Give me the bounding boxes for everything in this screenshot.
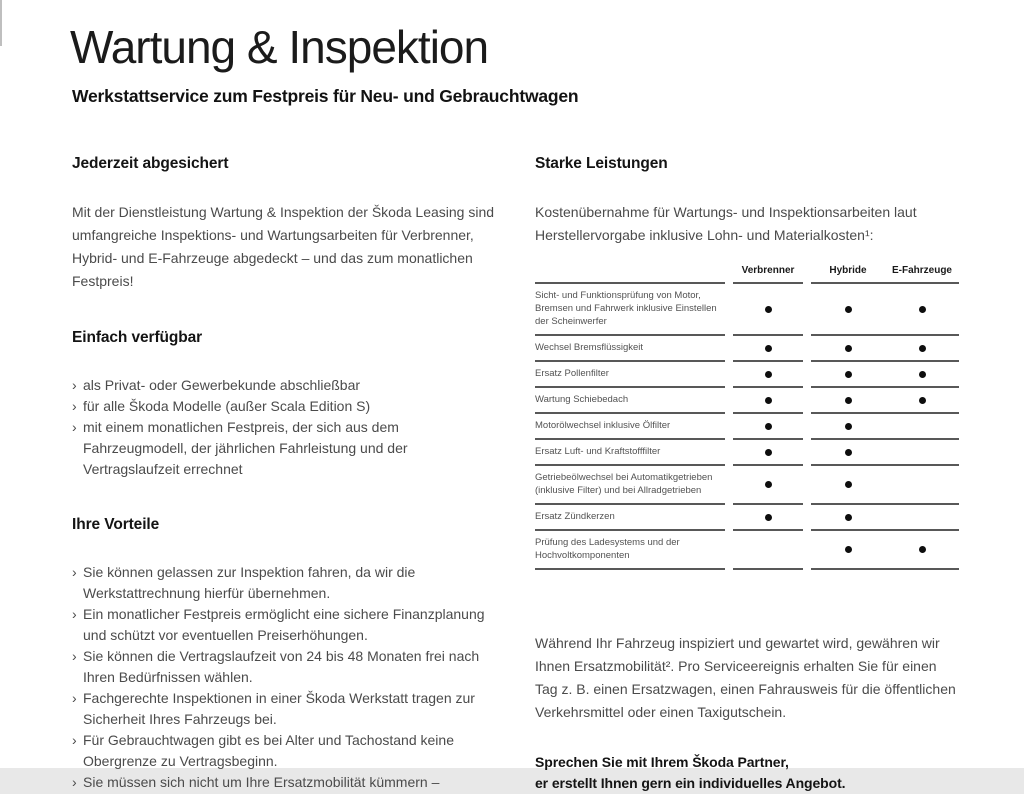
included-dot-icon	[845, 345, 852, 352]
list-item-text: mit einem monatlichen Festpreis, der sich aus dem Fahrzeugmodell, der jährlichen Fahrleistung und der Vertragslaufzeit errechnet	[83, 419, 408, 477]
table-header-row	[535, 265, 961, 284]
service-table	[535, 265, 961, 570]
body-paragraph: Mit der Dienstleistung Wartung & Inspektion der Škoda Leasing sind umfangreiche Inspektions- und Wartungsarbeiten für Verbrenner, Hybrid- und E-Fahrzeuge abgedeckt – und das zum monatlichen Festpreis!	[72, 204, 495, 289]
hybride-efahrzeuge-cells	[811, 531, 959, 570]
table-row	[535, 362, 961, 388]
hybride-efahrzeuge-cells	[811, 414, 959, 440]
not-included-cell	[733, 531, 803, 570]
row-label: Wechsel Bremsflüssigkeit	[535, 336, 725, 362]
included-dot-icon	[765, 306, 772, 313]
bullet-list	[72, 375, 504, 480]
chevron-bullet-icon: ›	[72, 606, 77, 622]
included-dot-icon	[765, 481, 772, 488]
right-column	[535, 155, 961, 794]
hybride-efahrzeuge-cells	[811, 440, 959, 466]
included-cell	[811, 345, 885, 352]
included-dot-icon	[765, 345, 772, 352]
section-einfach-verfuegbar	[72, 329, 504, 480]
included-cell	[733, 362, 803, 388]
page-title: Wartung & Inspektion	[70, 21, 489, 73]
table-body	[535, 284, 961, 570]
scan-artifact	[0, 0, 2, 46]
included-dot-icon	[765, 423, 772, 430]
included-dot-icon	[919, 306, 926, 313]
column-header-e-fahrzeuge: E-Fahrzeuge	[891, 265, 952, 276]
included-cell	[885, 345, 959, 352]
included-dot-icon	[919, 546, 926, 553]
table-header-spacer	[535, 265, 725, 284]
section-heading: Einfach verfügbar	[72, 329, 203, 346]
cta-line-1: Sprechen Sie mit Ihrem Škoda Partner,	[535, 754, 789, 770]
included-dot-icon	[765, 397, 772, 404]
included-dot-icon	[845, 306, 852, 313]
included-dot-icon	[845, 514, 852, 521]
row-label: Ersatz Zündkerzen	[535, 505, 725, 531]
row-label: Getriebeölwechsel bei Automatikgetrieben (inklusive Filter) und bei Allradgetrieben	[535, 466, 725, 505]
included-cell	[885, 546, 959, 553]
included-cell	[885, 306, 959, 313]
list-item-text: Ein monatlicher Festpreis ermöglicht eine sichere Finanzplanung und schützt vor eventuellen Preiserhöhungen.	[83, 606, 485, 643]
left-column	[72, 155, 504, 793]
included-cell	[811, 449, 885, 456]
list-item	[72, 646, 504, 688]
table-row	[535, 440, 961, 466]
list-item-text: Sie können gelassen zur Inspektion fahren, da wir die Werkstattrechnung hierfür übernehmen.	[83, 564, 416, 601]
table-row	[535, 388, 961, 414]
table-row	[535, 466, 961, 505]
included-dot-icon	[845, 481, 852, 488]
included-cell	[811, 397, 885, 404]
included-cell	[885, 371, 959, 378]
row-label: Ersatz Pollenfilter	[535, 362, 725, 388]
cta-line-2: er erstellt Ihnen gern ein individuelles Angebot.	[535, 775, 846, 791]
included-cell	[885, 397, 959, 404]
included-cell	[811, 546, 885, 553]
table-row	[535, 284, 961, 336]
included-cell	[811, 306, 885, 313]
table-row	[535, 414, 961, 440]
list-item-text: Sie müssen sich nicht um Ihre Ersatzmobilität kümmern –	[83, 774, 440, 790]
section-jederzeit-abgesichert	[72, 155, 504, 293]
included-dot-icon	[845, 371, 852, 378]
list-item	[72, 396, 504, 417]
list-item	[72, 562, 504, 604]
list-item-text: Fachgerechte Inspektionen in einer Škoda Werkstatt tragen zur Sicherheit Ihres Fahrzeugs bei.	[83, 690, 475, 727]
table-row	[535, 531, 961, 570]
hybride-efahrzeuge-cells	[811, 388, 959, 414]
hybride-efahrzeuge-cells	[811, 284, 959, 336]
row-label: Prüfung des Ladesystems und der Hochvoltkomponenten	[535, 531, 725, 570]
row-label: Sicht- und Funktionsprüfung von Motor, Bremsen und Fahrwerk inklusive Einstellen der Scheinwerfer	[535, 284, 725, 336]
hybride-efahrzeuge-cells	[811, 362, 959, 388]
page-subtitle: Werkstattservice zum Festpreis für Neu- und Gebrauchtwagen	[72, 86, 579, 106]
chevron-bullet-icon: ›	[72, 377, 77, 393]
included-cell	[733, 440, 803, 466]
included-cell	[811, 371, 885, 378]
list-item-text: als Privat- oder Gewerbekunde abschließbar	[83, 377, 361, 393]
included-cell	[811, 423, 885, 430]
included-cell	[733, 336, 803, 362]
row-label: Motorölwechsel inklusive Ölfilter	[535, 414, 725, 440]
included-cell	[811, 481, 885, 488]
chevron-bullet-icon: ›	[72, 398, 77, 414]
list-item	[72, 772, 504, 793]
chevron-bullet-icon: ›	[72, 690, 77, 706]
column-header-hybride: Hybride	[829, 265, 867, 276]
row-label: Wartung Schiebedach	[535, 388, 725, 414]
section-heading: Starke Leistungen	[535, 155, 668, 172]
outro-paragraph: Während Ihr Fahrzeug inspiziert und gewartet wird, gewähren wir Ihnen Ersatzmobilität². Pro Serviceereignis erhalten Sie für einen Tag z. B. einen Ersatzwagen, einen Fahrausweis für die öffentlichen Verkehrsmittel oder einen Taxigutschein.	[535, 635, 956, 720]
included-dot-icon	[845, 423, 852, 430]
included-dot-icon	[919, 345, 926, 352]
list-item	[72, 417, 504, 480]
list-item-text: für alle Škoda Modelle (außer Scala Edition S)	[83, 398, 371, 414]
included-dot-icon	[845, 449, 852, 456]
chevron-bullet-icon: ›	[72, 564, 77, 580]
list-item-text: Sie können die Vertragslaufzeit von 24 bis 48 Monaten frei nach Ihren Bedürfnissen wählen.	[83, 648, 480, 685]
list-item	[72, 688, 504, 730]
section-ihre-vorteile	[72, 516, 504, 793]
included-dot-icon	[919, 397, 926, 404]
included-cell	[733, 284, 803, 336]
list-item	[72, 375, 504, 396]
bullet-list	[72, 562, 504, 793]
table-row	[535, 336, 961, 362]
table-row	[535, 505, 961, 531]
list-item-text: Für Gebrauchtwagen gibt es bei Alter und Tachostand keine Obergrenze zu Vertragsbeginn.	[83, 732, 454, 769]
chevron-bullet-icon: ›	[72, 648, 77, 664]
included-dot-icon	[845, 546, 852, 553]
row-label: Ersatz Luft- und Kraftstofffilter	[535, 440, 725, 466]
included-dot-icon	[765, 514, 772, 521]
section-heading: Jederzeit abgesichert	[72, 155, 229, 172]
table-intro-paragraph: Kostenübernahme für Wartungs- und Inspektionsarbeiten laut Herstellervorgabe inklusive Lohn- und Materialkosten¹:	[535, 204, 917, 243]
chevron-bullet-icon: ›	[72, 732, 77, 748]
hybride-efahrzeuge-cells	[811, 505, 959, 531]
included-dot-icon	[765, 371, 772, 378]
included-dot-icon	[765, 449, 772, 456]
cta-text	[535, 752, 961, 794]
column-header-verbrenner: Verbrenner	[733, 265, 803, 284]
included-cell	[811, 514, 885, 521]
column-header-group	[811, 265, 959, 284]
list-item	[72, 730, 504, 772]
list-item	[72, 604, 504, 646]
included-cell	[733, 388, 803, 414]
hybride-efahrzeuge-cells	[811, 336, 959, 362]
hybride-efahrzeuge-cells	[811, 466, 959, 505]
included-cell	[733, 466, 803, 505]
included-cell	[733, 505, 803, 531]
chevron-bullet-icon: ›	[72, 419, 77, 435]
chevron-bullet-icon: ›	[72, 774, 77, 790]
included-dot-icon	[919, 371, 926, 378]
included-dot-icon	[845, 397, 852, 404]
included-cell	[733, 414, 803, 440]
section-heading: Ihre Vorteile	[72, 516, 160, 533]
